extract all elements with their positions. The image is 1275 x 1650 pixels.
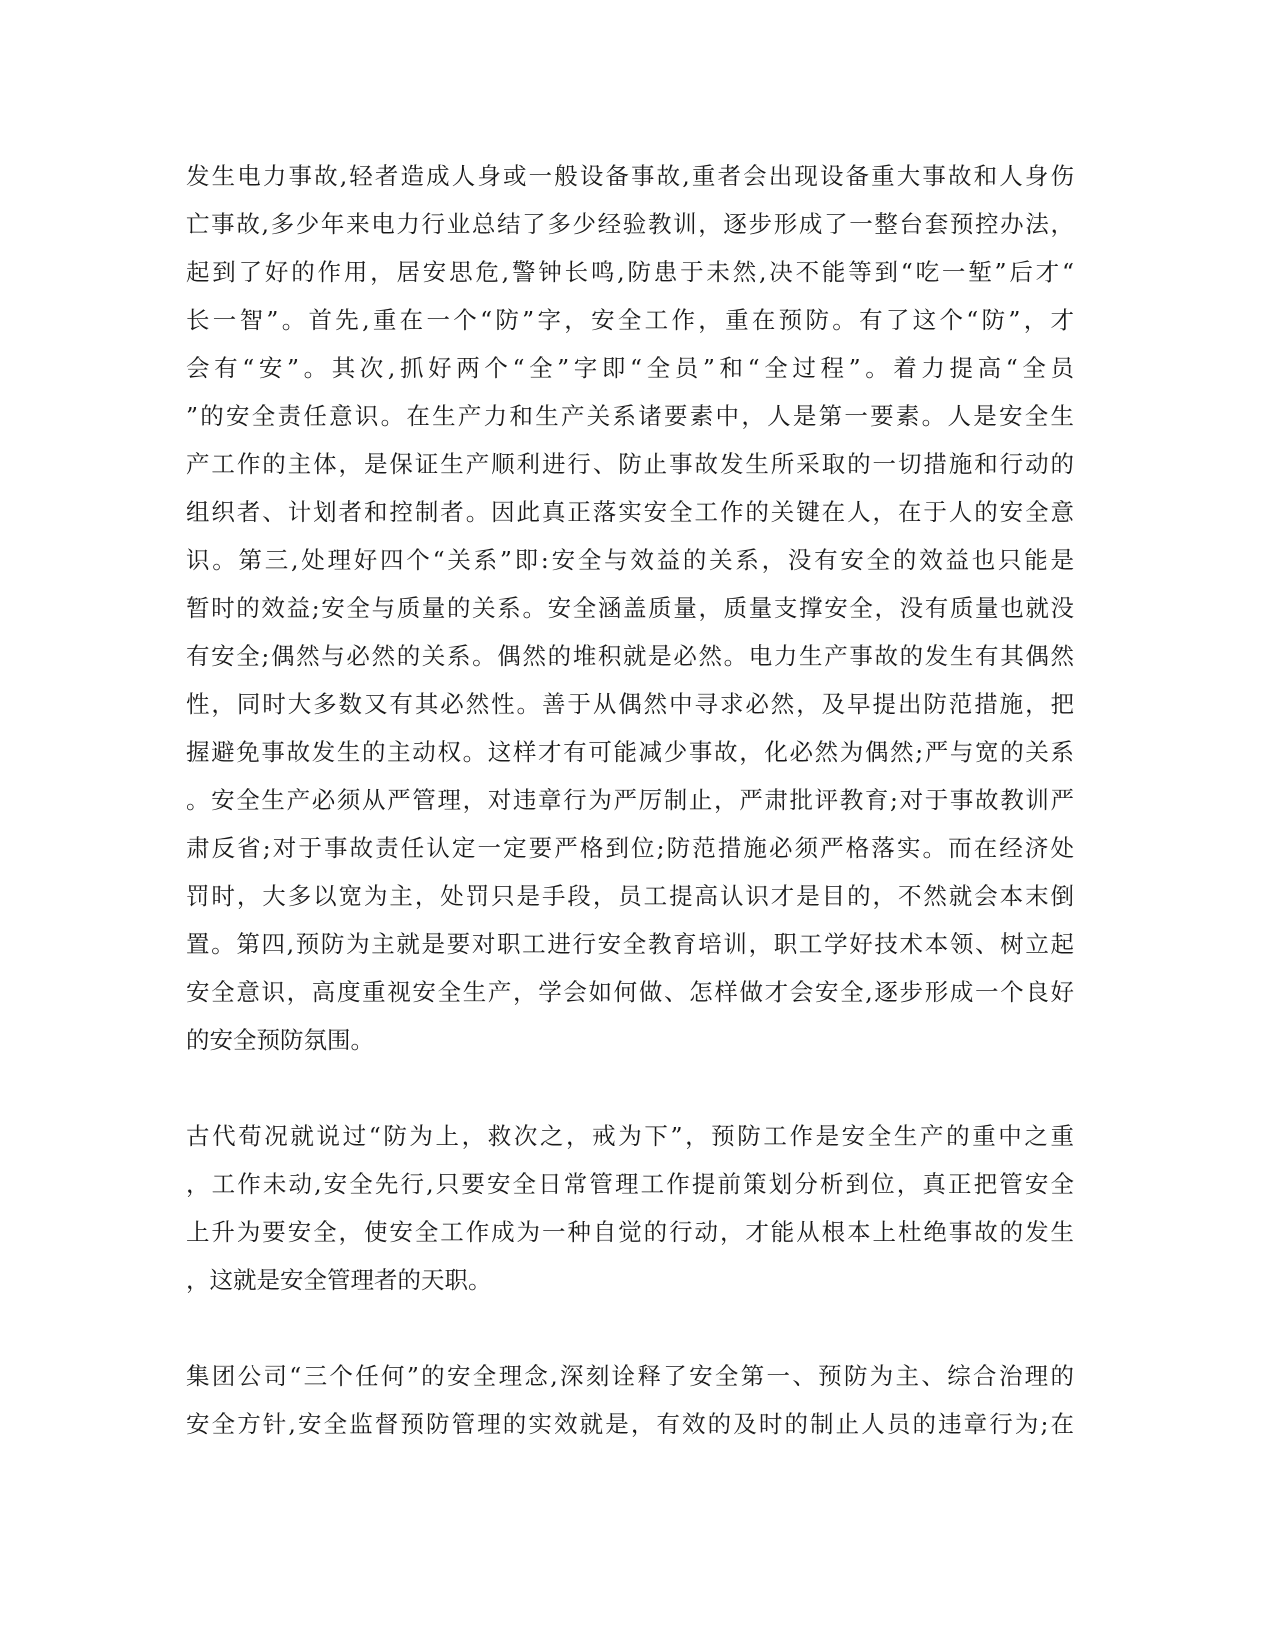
text-line: 集团公司“三个任何”的安全理念,深刻诠释了安全第一、预防为主、综合治理的 [186, 1362, 1074, 1390]
text-line: 的安全预防氛围。 [186, 1026, 374, 1054]
text-line: 发生电力事故,轻者造成人身或一般设备事故,重者会出现设备重大事故和人身伤 [186, 162, 1074, 190]
text-line: 安全方针,安全监督预防管理的实效就是，有效的及时的制止人员的违章行为;在 [186, 1410, 1074, 1438]
text-line: 会有“安”。其次,抓好两个“全”字即“全员”和“全过程”。着力提高“全员 [186, 354, 1074, 382]
text-line: ，工作未动,安全先行,只要安全日常管理工作提前策划分析到位，真正把管安全 [186, 1170, 1074, 1198]
text-line: 安全意识，高度重视安全生产，学会如何做、怎样做才会安全,逐步形成一个良好 [186, 978, 1074, 1006]
paragraph-2 [186, 1112, 1074, 1304]
paragraph-3 [186, 1352, 1074, 1448]
text-line: 识。第三,处理好四个“关系”即:安全与效益的关系，没有安全的效益也只能是 [186, 546, 1074, 574]
text-line: 有安全;偶然与必然的关系。偶然的堆积就是必然。电力生产事故的发生有其偶然 [186, 642, 1074, 670]
text-line: ，这就是安全管理者的天职。 [186, 1266, 492, 1294]
text-line: 起到了好的作用，居安思危,警钟长鸣,防患于未然,决不能等到“吃一堑”后才“ [186, 258, 1074, 286]
text-line: 亡事故,多少年来电力行业总结了多少经验教训，逐步形成了一整台套预控办法， [186, 210, 1074, 238]
paragraph-gap [186, 1304, 1074, 1352]
text-line: 上升为要安全，使安全工作成为一种自觉的行动，才能从根本上杜绝事故的发生 [186, 1218, 1074, 1246]
text-line: 暂时的效益;安全与质量的关系。安全涵盖质量，质量支撑安全，没有质量也就没 [186, 594, 1074, 622]
text-line: 置。第四,预防为主就是要对职工进行安全教育培训，职工学好技术本领、树立起 [186, 930, 1074, 958]
text-line: 。安全生产必须从严管理，对违章行为严厉制止，严肃批评教育;对于事故教训严 [186, 786, 1074, 814]
text-line: 罚时，大多以宽为主，处罚只是手段，员工提高认识才是目的，不然就会本末倒 [186, 882, 1074, 910]
text-line: 肃反省;对于事故责任认定一定要严格到位;防范措施必须严格落实。而在经济处 [186, 834, 1074, 862]
text-line: ”的安全责任意识。在生产力和生产关系诸要素中，人是第一要素。人是安全生 [186, 402, 1074, 430]
text-line: 组织者、计划者和控制者。因此真正落实安全工作的关键在人，在于人的安全意 [186, 498, 1074, 526]
text-line: 握避免事故发生的主动权。这样才有可能减少事故，化必然为偶然;严与宽的关系 [186, 738, 1074, 766]
text-line: 古代荀况就说过“防为上，救次之，戒为下”，预防工作是安全生产的重中之重 [186, 1122, 1074, 1150]
text-line: 产工作的主体，是保证生产顺利进行、防止事故发生所采取的一切措施和行动的 [186, 450, 1074, 478]
text-line: 长一智”。首先,重在一个“防”字，安全工作，重在预防。有了这个“防”，才 [186, 306, 1074, 334]
text-line: 性，同时大多数又有其必然性。善于从偶然中寻求必然，及早提出防范措施，把 [186, 690, 1074, 718]
paragraph-gap [186, 1064, 1074, 1112]
document-text-body [186, 152, 1074, 1448]
paragraph-1 [186, 152, 1074, 1064]
